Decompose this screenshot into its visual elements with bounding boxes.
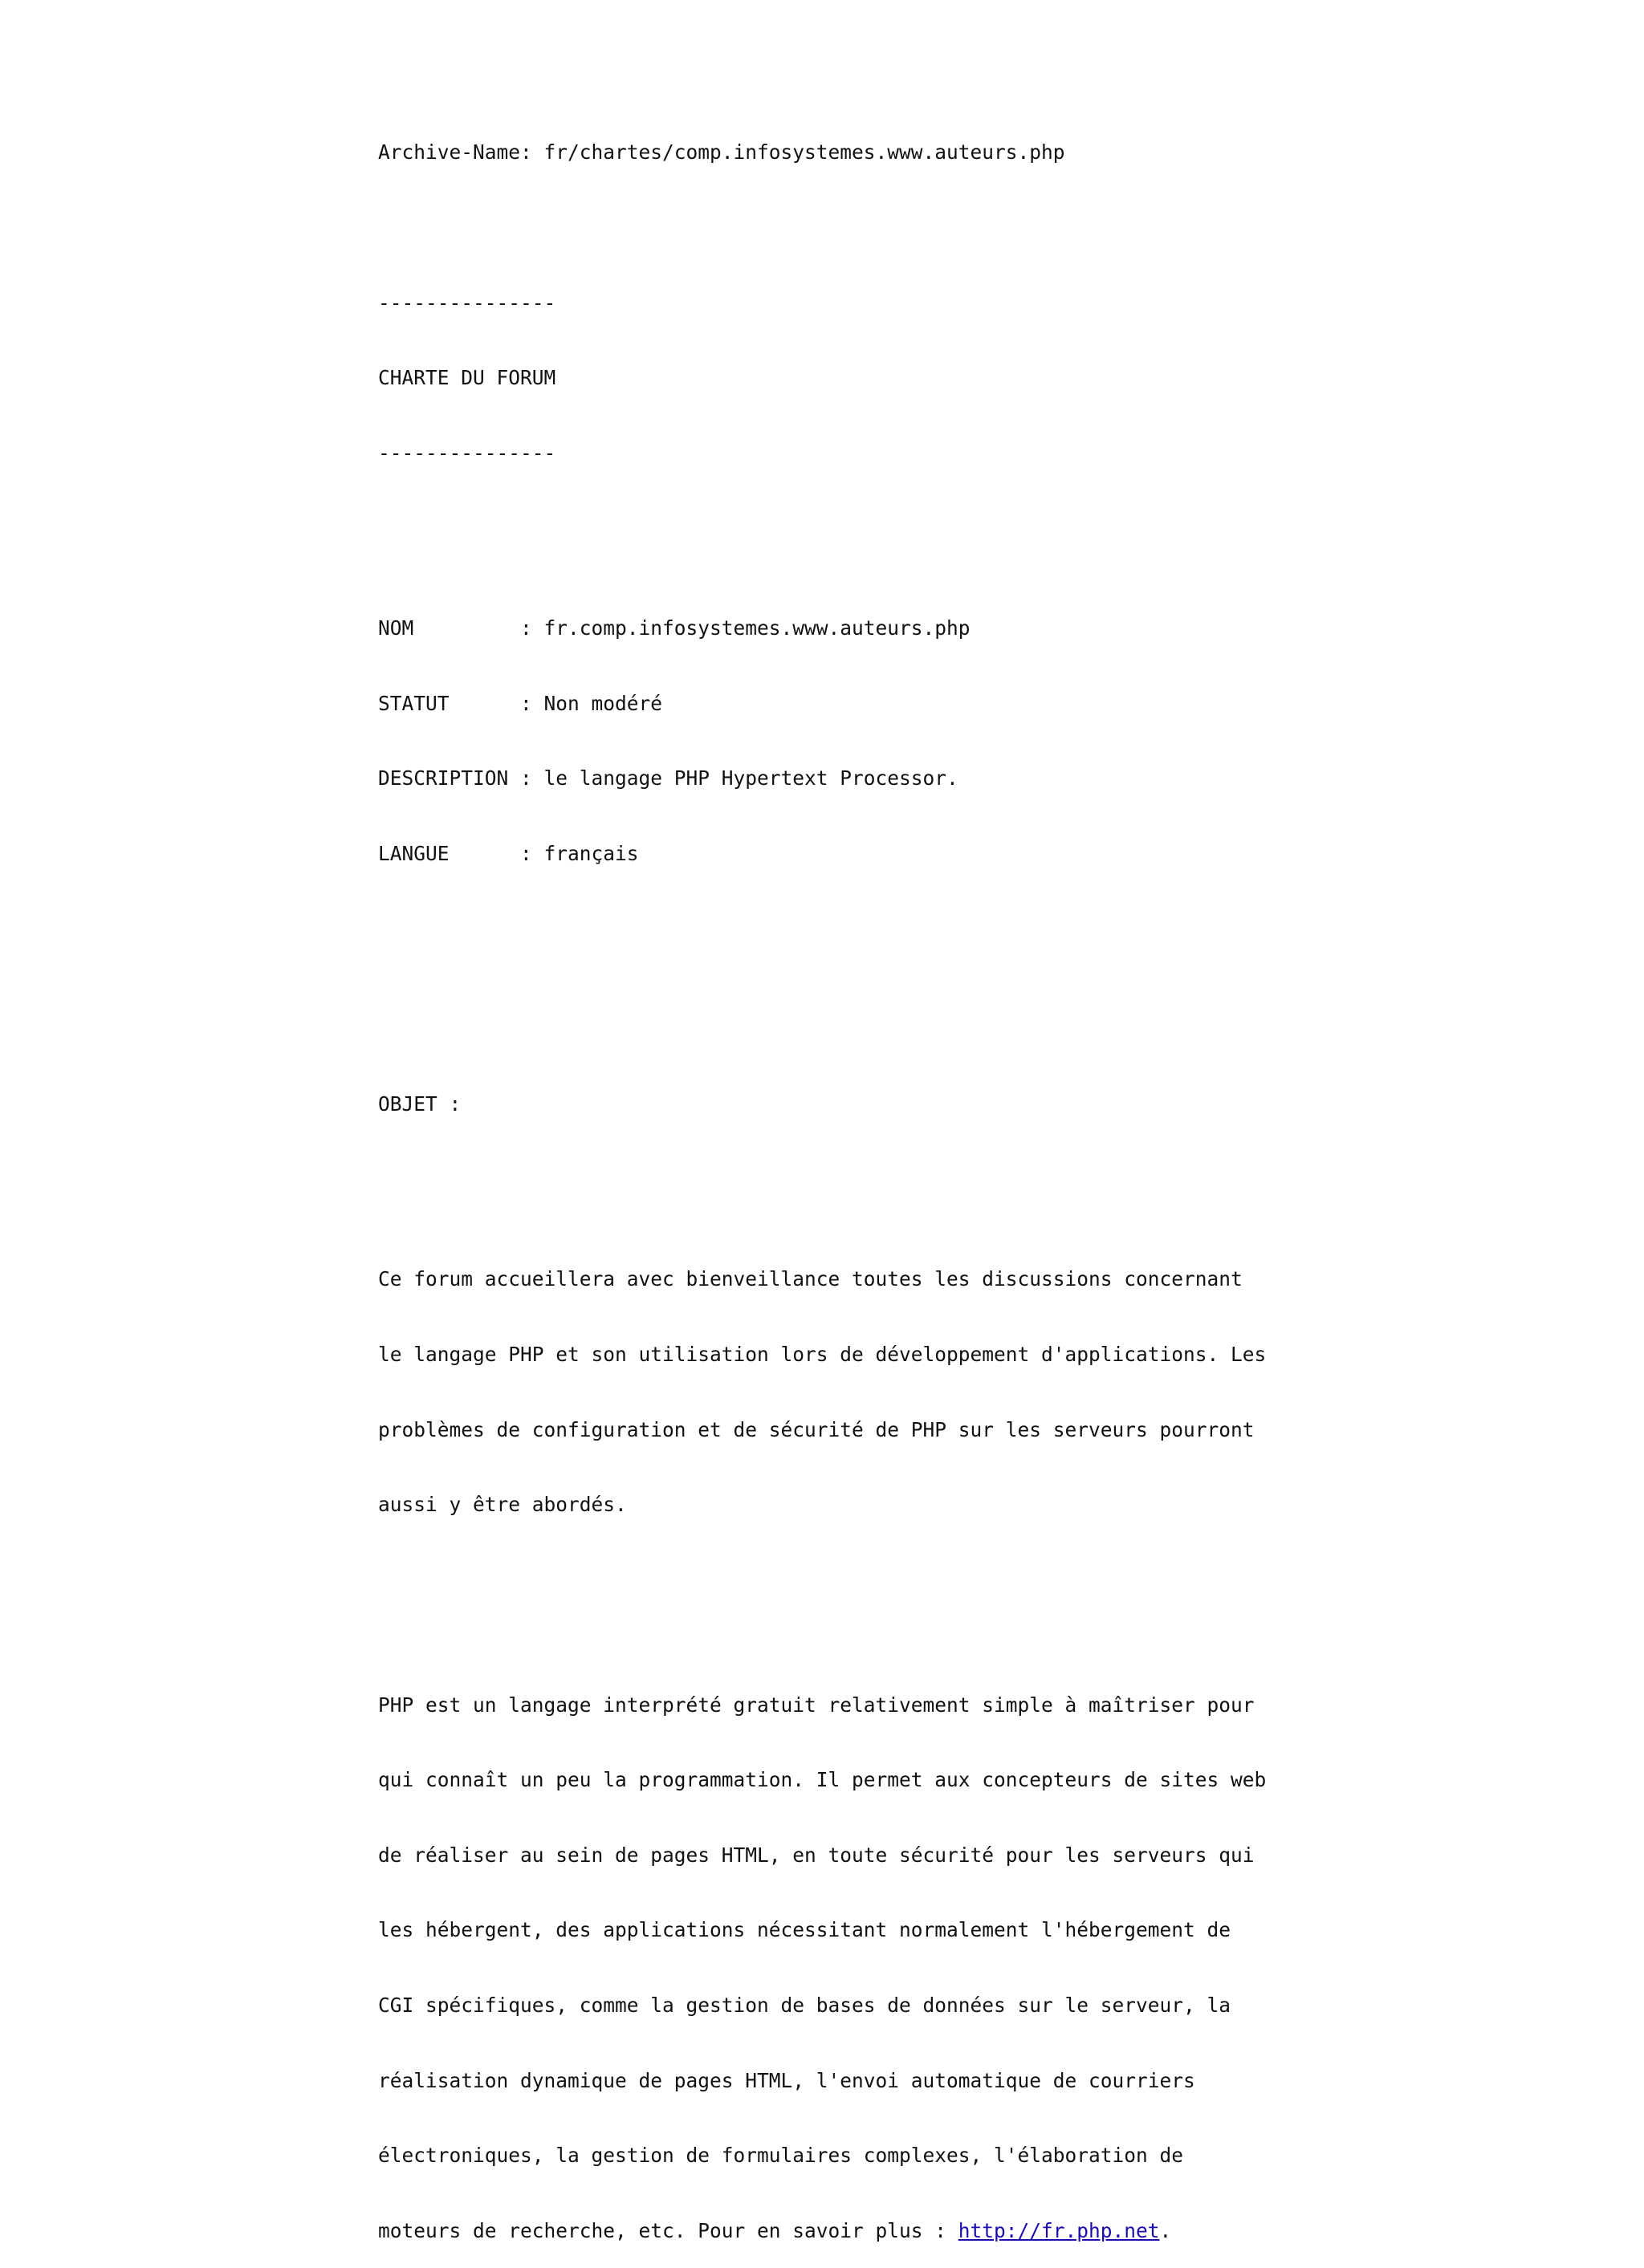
paragraph1-line: aussi y être abordés. — [378, 1493, 627, 1517]
blank-line — [378, 215, 1266, 240]
blank-line — [378, 941, 1266, 966]
blank-line — [378, 1016, 1266, 1041]
field-nom — [378, 616, 1266, 640]
archive-name-line: Archive-Name: fr/chartes/comp.infosystemes.www.auteurs.php — [378, 140, 1065, 165]
field-label: NOM — [378, 616, 521, 640]
paragraph2-line: qui connaît un peu la programmation. Il permet aux concepteurs de sites web — [378, 1768, 1267, 1792]
blank-line — [378, 515, 1266, 540]
field-description — [378, 766, 1266, 791]
last-line-period: . — [1159, 2218, 1172, 2242]
field-value: : le langage PHP Hypertext Processor. — [520, 766, 958, 791]
paragraph2-line: PHP est un langage interprété gratuit relativement simple à maîtriser pour — [378, 1693, 1255, 1717]
paragraph1-line: problèmes de configuration et de sécurité de PHP sur les serveurs pourront — [378, 1417, 1255, 1441]
paragraph1-line: Ce forum accueillera avec bienveillance toutes les discussions concernant — [378, 1267, 1243, 1291]
field-value: : fr.comp.infosystemes.www.auteurs.php — [520, 616, 971, 640]
charter-title: CHARTE DU FORUM — [378, 366, 556, 390]
document-body — [378, 90, 1266, 2268]
paragraph1-line: le langage PHP et son utilisation lors de développement d'applications. Les — [378, 1342, 1267, 1366]
paragraph2-line: réalisation dynamique de pages HTML, l'envoi automatique de courriers — [378, 2068, 1195, 2092]
paragraph2-line: de réaliser au sein de pages HTML, en toute sécurité pour les serveurs qui — [378, 1843, 1255, 1867]
blank-line — [378, 1592, 1266, 1617]
paragraph2-line: CGI spécifiques, comme la gestion de bases de données sur le serveur, la — [378, 1994, 1231, 2018]
field-label: DESCRIPTION — [378, 766, 521, 791]
paragraph2-last-line — [378, 2218, 1266, 2243]
field-label: STATUT — [378, 691, 521, 715]
objet-label: OBJET : — [378, 1091, 462, 1116]
last-line-text: moteurs de recherche, etc. Pour en savoir plus : — [378, 2218, 958, 2242]
field-label: LANGUE — [378, 841, 521, 865]
php-site-link[interactable]: http://fr.php.net — [958, 2218, 1160, 2242]
header-rule-bottom: --------------- — [378, 441, 556, 465]
field-value: : français — [520, 841, 639, 865]
blank-line — [378, 1167, 1266, 1192]
paragraph2-line: électroniques, la gestion de formulaires complexes, l'élaboration de — [378, 2144, 1184, 2168]
header-rule-top: --------------- — [378, 291, 556, 315]
field-statut — [378, 691, 1266, 716]
field-langue — [378, 841, 1266, 866]
field-value: : Non modéré — [520, 691, 663, 715]
paragraph2-line: les hébergent, des applications nécessitant normalement l'hébergement de — [378, 1918, 1231, 1942]
